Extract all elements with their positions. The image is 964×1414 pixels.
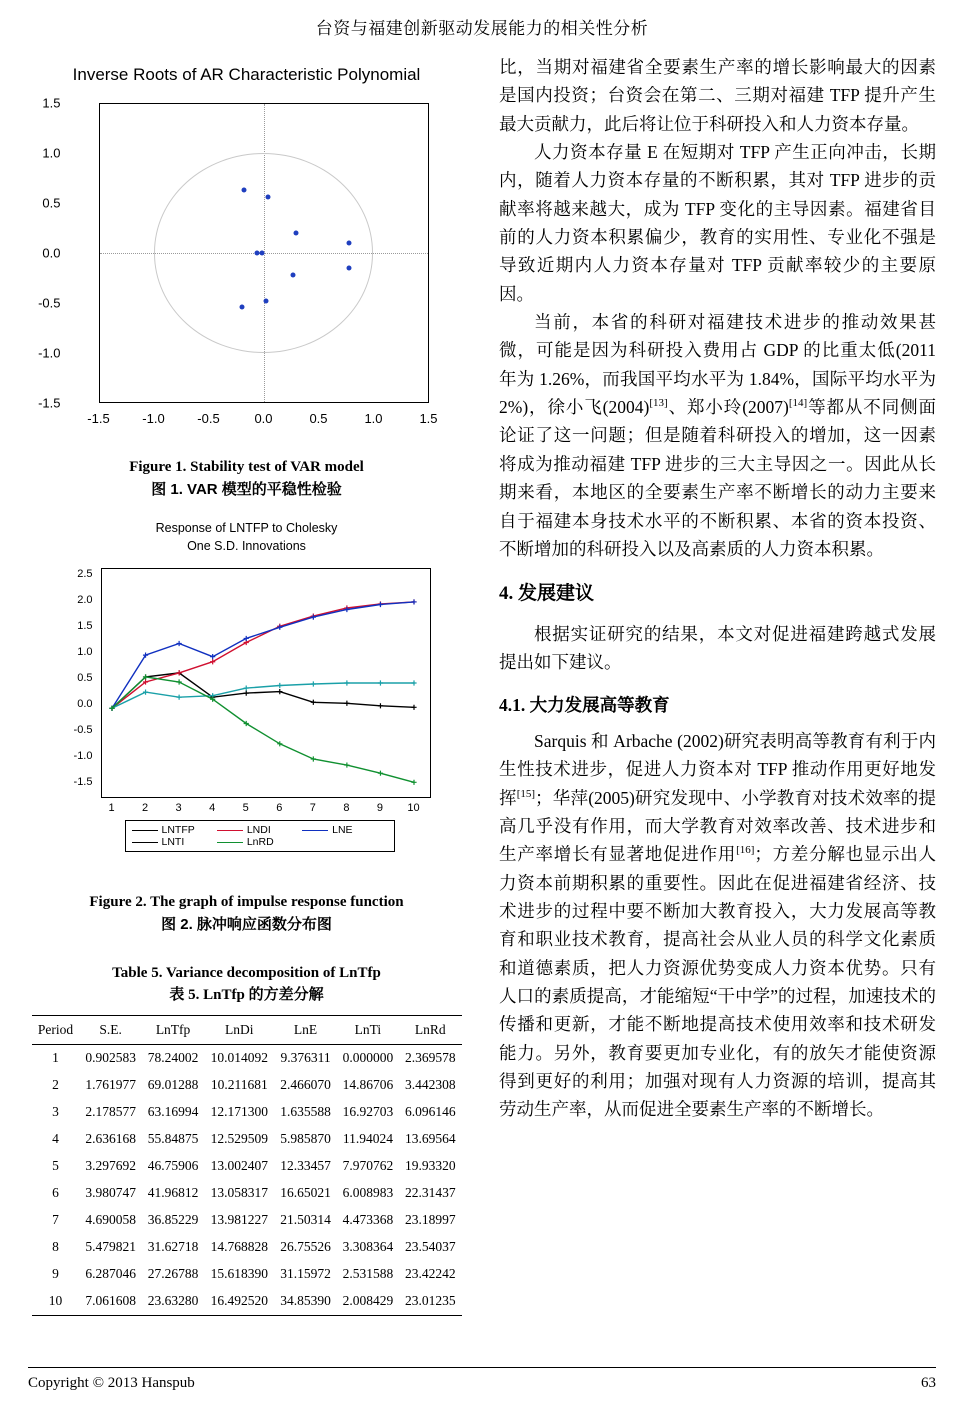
figure2-series-marker [176, 641, 181, 646]
table-cell: 23.01235 [399, 1288, 461, 1316]
paragraph-5-part-b: ；华萍(2005)研究发现中、小学教育对技术效率的提高几乎没有作用，而大学教育对效率改善、技术进步和生产率增长有显著地促进作用 [499, 787, 937, 865]
table-cell: 2.466070 [280, 1077, 331, 1092]
table-cell: 69.01288 [147, 1077, 199, 1092]
subsection-heading-4-1: 4.1. 大力发展高等教育 [499, 694, 670, 715]
table-row [32, 1099, 462, 1126]
figure2-xtick: 6 [276, 802, 283, 814]
table-cell-period: 8 [52, 1239, 59, 1254]
paragraph-5 [499, 727, 936, 1124]
figure2-caption [28, 892, 465, 936]
table-cell-period: 9 [52, 1266, 59, 1281]
footer-rule [28, 1367, 936, 1368]
table-cell: 10.014092 [210, 1050, 268, 1065]
figure2-series-marker [142, 690, 147, 695]
running-head: 台资与福建创新驱动发展能力的相关性分析 [315, 19, 649, 38]
figure2-series-marker [411, 680, 416, 685]
table-cell: 13.69564 [404, 1131, 456, 1146]
figure1-chart [37, 91, 457, 451]
figure2-ytick: 1.5 [77, 620, 93, 632]
two-column-layout [0, 39, 964, 1316]
figure1-xtick: 0.5 [309, 411, 328, 426]
table-header-row [32, 1015, 462, 1044]
figure2-plot-area [101, 568, 431, 798]
figure2-chart [47, 562, 447, 848]
table-cell: 13.058317 [210, 1185, 268, 1200]
paragraph-5-part-a: Sarquis 和 Arbache (2002)研究表明高等教育有利于内生性技术进步，促进人力资本对 TFP 推动作用更好地发挥 [499, 730, 936, 808]
figure2-xtick: 8 [343, 802, 350, 814]
figure1-xtick: -1.0 [142, 411, 165, 426]
figure1-root-point [265, 195, 270, 200]
paragraph-2: 人力资本存量 E 在短期对 TFP 产生正向冲击，长期内，随着人力资本存量的不断积累，其对 TFP 进步的贡献率将越来越大，成为 TFP 变化的主导因素。福建省目前的人力资本积累偏少，教育的实用性、专业化不强是导致近期内人力资本存量对 TFP 贡献率较少的主要原因。 [499, 142, 936, 304]
table-row [32, 1288, 462, 1316]
figure2-series-marker [377, 680, 382, 685]
table-cell-period: 10 [32, 1288, 80, 1316]
reference-16: [16] [736, 844, 755, 857]
figure1-root-point [260, 251, 265, 256]
legend-item [132, 836, 217, 848]
figure1-caption-cn: 图 1. VAR 模型的平稳性检验 [151, 480, 342, 498]
figure1-root-point [254, 251, 259, 256]
table-row [32, 1180, 462, 1207]
table-cell: 78.24002 [147, 1050, 199, 1065]
table5 [32, 1015, 462, 1316]
figure2-series-marker [310, 681, 315, 686]
figure1-ytick: -0.5 [38, 295, 61, 311]
column-header: LnE [274, 1015, 336, 1044]
table-cell: 23.42242 [404, 1266, 456, 1281]
legend-swatch [217, 842, 243, 843]
figure2-ytick: -0.5 [73, 724, 93, 736]
table-cell: 63.16994 [147, 1104, 199, 1119]
column-header: LnTi [337, 1015, 399, 1044]
table-cell: 12.529509 [210, 1131, 268, 1146]
table-cell: 11.94024 [342, 1131, 393, 1146]
table-cell: 4.473368 [342, 1212, 394, 1227]
figure2-xtick: 1 [108, 802, 115, 814]
legend-label: LNTFP [161, 824, 195, 836]
figure2-ytick: 2.0 [77, 594, 93, 606]
figure2-series-marker [411, 705, 416, 710]
figure2-title [28, 519, 465, 557]
column-header: S.E. [80, 1015, 142, 1044]
table-cell: 26.75526 [280, 1239, 331, 1254]
figure2-title-line1: Response of LNTFP to Cholesky [155, 520, 338, 535]
table-cell: 34.85390 [274, 1288, 336, 1316]
figure1-root-point [241, 188, 246, 193]
figure1-xtick: 0.0 [254, 411, 273, 426]
figure1-root-point [346, 241, 351, 246]
copyright-text: Copyright © 2013 Hanspub [28, 1375, 195, 1391]
table-cell-period: 3 [52, 1104, 59, 1119]
figure2-series-marker [344, 701, 349, 706]
table-cell: 16.65021 [280, 1185, 331, 1200]
figure2-series-marker [344, 680, 349, 685]
paragraph-3-part-c: 等都从不同侧面论证了这一问题；但是随着科研投入的增加，这一因素将成为推动福建 TFP 进步的三大主导因之一。因此从长期来看，本地区的全要素生产率不断增长的动力主要来自于福建本身技术水平的不断积累、本省的资本投资、不断增加的科研投入以及高素质的人力资本积累。 [499, 397, 937, 559]
figure1-xtick: -0.5 [197, 411, 220, 426]
figure1-ytick: 1.0 [42, 145, 61, 161]
figure2-series-marker [411, 599, 416, 604]
figure1-title: Inverse Roots of AR Characteristic Polynomial [72, 65, 421, 84]
table-row [32, 1153, 462, 1180]
legend-item [217, 836, 302, 848]
figure1-caption [28, 457, 465, 501]
table-cell-period: 1 [52, 1050, 59, 1065]
figure2-series-marker [377, 602, 382, 607]
table-cell: 4.690058 [85, 1212, 136, 1227]
paragraph-5-part-c: ；方差分解也显示出人力资本前期积累的重要性。因此在促进福建省经济、技术进步的过程中要不断加大教育投入，大力发展高等教育和职业技术教育，提高社会从业人员的科学文化素质和道德素质，把人力资源优势变成人力资本优势。只有人口的素质提高，才能缩短“干中学”的过程，加速技术的传播和更新，才能不断地提高技术使用效率和技术研发能力。另外，教育要更加专业化，有的放矢才能使资源得到更好的利用；加强对现有人力资源的培训，提高其劳动生产率，从而促进全要素生产率的不断增长。 [499, 844, 937, 1120]
table-cell-period: 4 [52, 1131, 59, 1146]
table-cell: 23.54037 [404, 1239, 456, 1254]
figure2-xtick: 4 [209, 802, 216, 814]
figure1-ytick: -1.0 [38, 345, 61, 361]
legend-swatch [302, 830, 328, 831]
table-cell: 13.981227 [210, 1212, 268, 1227]
table-cell: 2.531588 [342, 1266, 394, 1281]
table-cell: 55.84875 [147, 1131, 199, 1146]
table-cell: 31.62718 [147, 1239, 199, 1254]
table-cell: 5.479821 [85, 1239, 136, 1254]
figure2-xtick: 2 [141, 802, 149, 814]
figure1-root-point [263, 298, 268, 303]
figure2-xtick: 9 [376, 802, 383, 814]
table-row [32, 1044, 462, 1072]
reference-13: [13] [649, 397, 668, 410]
figure2-series-marker [243, 685, 248, 690]
table-cell: 3.297692 [85, 1158, 136, 1173]
figure2-series-marker [411, 780, 416, 785]
figure2-ytick: 0.0 [77, 698, 93, 710]
table-cell: 2.178577 [85, 1104, 136, 1119]
figure1-ytick: 0.5 [42, 195, 61, 211]
table-cell: 16.92703 [342, 1104, 394, 1119]
figure2-series-marker [310, 700, 315, 705]
figure2-xtick: 3 [175, 802, 182, 814]
table-cell-period: 7 [52, 1212, 59, 1227]
legend-swatch [132, 842, 158, 843]
legend-label: LNTI [161, 836, 185, 848]
reference-14: [14] [788, 397, 808, 410]
column-header: LnTfp [142, 1015, 204, 1044]
legend-item [217, 824, 302, 836]
table-cell: 21.50314 [280, 1212, 331, 1227]
table-cell: 23.63280 [142, 1288, 204, 1316]
table-cell: 2.008429 [337, 1288, 399, 1316]
figure2-series-marker [176, 695, 181, 700]
figure2-caption-en: Figure 2. The graph of impulse response function [89, 894, 404, 910]
column-header: Period [32, 1015, 80, 1044]
paragraph-1: 比，当期对福建省全要素生产率的增长影响最大的因素是国内投资；台资会在第二、三期对福建 TFP 提升产生最大贡献力，此后将让位于科研投入和人力资本存量。 [499, 57, 936, 134]
legend-label: LNE [332, 824, 353, 836]
table-row [32, 1072, 462, 1099]
table-cell: 7.970762 [342, 1158, 394, 1173]
figure1-xtick: -1.5 [87, 411, 110, 426]
column-header: LnDi [204, 1015, 274, 1044]
figure1-root-point [346, 265, 351, 270]
figure2-series-marker [210, 654, 215, 659]
table-cell: 12.33457 [280, 1158, 331, 1173]
figure1-root-point [239, 304, 244, 309]
figure2-xtick: 5 [242, 802, 249, 814]
table-cell: 12.171300 [210, 1104, 268, 1119]
table-cell: 16.492520 [204, 1288, 274, 1316]
table-cell: 6.008983 [342, 1185, 394, 1200]
table-row [32, 1207, 462, 1234]
figure2-ytick: 2.5 [77, 568, 93, 580]
figure1-ytick: 1.5 [42, 95, 61, 111]
table-cell: 2.636168 [85, 1131, 136, 1146]
table-cell-period: 2 [52, 1077, 59, 1092]
legend-label: LnRD [246, 836, 274, 848]
figure2-series-marker [277, 683, 282, 688]
legend-item [132, 824, 217, 836]
figure2-lines [102, 569, 430, 797]
table-cell: 15.618390 [210, 1266, 268, 1281]
legend-swatch [217, 830, 243, 831]
table-cell: 23.18997 [404, 1212, 456, 1227]
table5-title-cn: 表 5. LnTfp 的方差分解 [169, 987, 324, 1003]
figure2-series-marker [243, 636, 248, 641]
table-cell: 0.000000 [342, 1050, 394, 1065]
figure2-ytick: -1.5 [73, 776, 93, 788]
table-cell: 3.308364 [342, 1239, 394, 1254]
figure2-ytick: 0.5 [77, 672, 93, 684]
figure2-xtick: 10 [407, 802, 420, 814]
figure2-series-marker [377, 771, 382, 776]
figure2-legend [125, 820, 395, 852]
page-footer [28, 1375, 936, 1392]
legend-label: LNDI [246, 824, 271, 836]
paragraph-3-part-a: 当前，本省的科研对福建技术进步的推动效果甚微，可能是因为科研投入费用占 GDP 的比重太低(2011 年为 1.26%，而我国平均水平为 1.84%，国际平均水平为 2%)，徐小飞(2004) [499, 312, 936, 418]
figure2-series-marker [377, 703, 382, 708]
table-cell: 3.980747 [85, 1185, 136, 1200]
table-cell: 46.75906 [147, 1158, 199, 1173]
table-cell: 13.002407 [210, 1158, 268, 1173]
left-column [28, 53, 465, 1316]
table-cell: 14.768828 [210, 1239, 268, 1254]
table-cell: 6.096146 [404, 1104, 456, 1119]
table-cell: 3.442308 [404, 1077, 456, 1092]
right-column [499, 53, 936, 1316]
figure2-ytick: -1.0 [73, 750, 93, 762]
table-row [32, 1261, 462, 1288]
table-cell: 19.93320 [404, 1158, 456, 1173]
figure1-caption-en: Figure 1. Stability test of VAR model [129, 459, 364, 475]
legend-item [302, 824, 387, 836]
figure2-ytick: 1.0 [77, 646, 93, 658]
figure2-caption-cn: 图 2. 脉冲响应函数分布图 [161, 915, 332, 933]
figure2-series-marker [310, 756, 315, 761]
figure2-series-marker [277, 689, 282, 694]
table5-title-en: Table 5. Variance decomposition of LnTfp [112, 964, 381, 981]
reference-15: [15] [516, 787, 536, 800]
table-cell: 36.85229 [147, 1212, 199, 1227]
paragraph-3 [499, 308, 936, 563]
column-header: LnRd [399, 1015, 461, 1044]
table-cell: 31.15972 [280, 1266, 331, 1281]
paragraph-4: 根据实证研究的结果，本文对促进福建跨越式发展提出如下建议。 [499, 623, 936, 673]
table-cell: 2.369578 [404, 1050, 456, 1065]
figure1-ytick: 0.0 [42, 245, 61, 261]
table-cell: 5.985870 [280, 1131, 331, 1146]
table-cell: 1.761977 [85, 1077, 136, 1092]
figure2-series-marker [243, 691, 248, 696]
table-cell: 6.287046 [85, 1266, 136, 1281]
table-cell: 27.26788 [147, 1266, 199, 1281]
table-cell: 10.211681 [210, 1077, 268, 1092]
figure2-series-marker [344, 762, 349, 767]
table-row [32, 1234, 462, 1261]
table5-title [28, 962, 465, 1007]
table-cell: 41.96812 [147, 1185, 199, 1200]
legend-swatch [132, 830, 158, 831]
figure2-xtick: 7 [309, 802, 316, 814]
table-cell: 22.31437 [404, 1185, 456, 1200]
table-cell-period: 6 [52, 1185, 59, 1200]
page-number: 63 [921, 1375, 936, 1391]
figure2-title-line2: One S.D. Innovations [187, 539, 306, 554]
table-row [32, 1126, 462, 1153]
table-cell: 9.376311 [280, 1050, 331, 1065]
section-heading-4: 4. 发展建议 [499, 583, 595, 605]
figure1-plot-area [99, 103, 429, 403]
figure1-root-point [291, 272, 296, 277]
table-cell: 14.86706 [342, 1077, 394, 1092]
table-cell-period: 5 [52, 1158, 59, 1173]
figure1-ytick: -1.5 [38, 395, 61, 411]
paragraph-3-part-b: 、郑小玲(2007) [667, 397, 789, 418]
figure2-series-marker [176, 679, 181, 684]
figure1-root-point [294, 231, 299, 236]
figure1-xtick: 1.0 [364, 411, 383, 426]
table-cell: 0.902583 [85, 1050, 136, 1065]
table-cell: 7.061608 [80, 1288, 142, 1316]
figure1-xtick: 1.5 [419, 411, 438, 426]
table-cell: 1.635588 [280, 1104, 331, 1119]
